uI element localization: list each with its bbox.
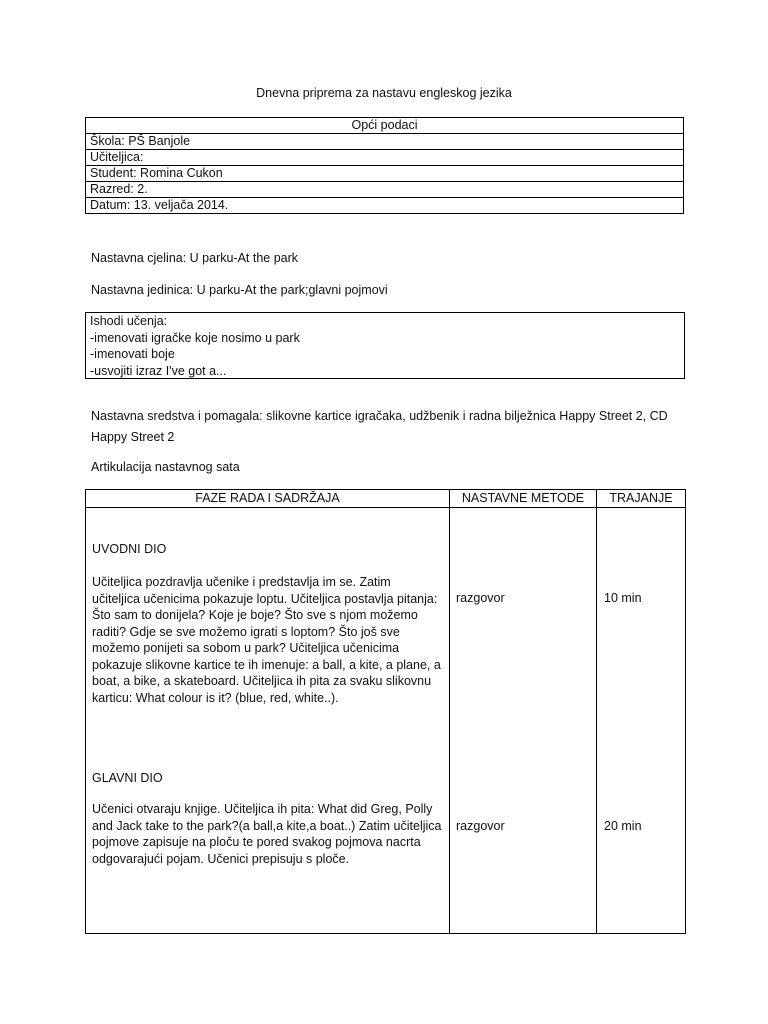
document-title: Dnevna priprema za nastavu engleskog jezika <box>256 86 512 100</box>
teaching-means: Nastavna sredstva i pomagala: slikovne kartice igračaka, udžbenik i radna bilježnica Happy Street 2, CD Happy Street 2 <box>91 409 668 444</box>
duration-cell <box>597 508 686 934</box>
intro-section-label: UVODNI DIO <box>92 542 167 556</box>
teaching-unit: Nastavna cjelina: U parku-At the park <box>91 251 299 265</box>
outcome-item: -imenovati igračke koje nosimo u park <box>90 330 300 345</box>
teacher-row: Učiteljica: <box>86 150 684 166</box>
main-duration: 20 min <box>604 819 642 833</box>
intro-method: razgovor <box>456 591 505 605</box>
learning-outcomes-box <box>85 312 685 379</box>
intro-duration: 10 min <box>604 591 642 605</box>
outcome-item: -imenovati boje <box>90 347 175 361</box>
intro-section-text: Učiteljica pozdravlja učenike i predstavlja im se. Zatim učiteljica učenicima pokazuje loptu. Učiteljica postavlja pitanja: Što sam to donijela? Koje je boje? Što sve s njom možemo raditi? Gdje se sve možemo igrati s loptom? Što još sve možemo ponijeti sa sobom u park? Učiteljica učenicima pokazuje slikovne kartice te ih imenuje: a ball, a kite, a plane, a boat, a bike, a skateboard. Učiteljica ih pita za svaku slikovnu karticu: What colour is it? (blue, red, white..). <box>92 575 441 705</box>
header-duration: TRAJANJE <box>597 490 686 508</box>
outcome-item: -usvojiti izraz I've got a... <box>90 363 227 378</box>
main-section-text: Učenici otvaraju knjige. Učiteljica ih pita: What did Greg, Polly and Jack take to the park?(a ball,a kite,a boat..) Zatim učiteljica pojmove zapisuje na ploču te pored svakog pojmova nacrta odgovarajući pojam. Učenici prepisuju s ploče. <box>92 802 442 866</box>
methods-cell <box>450 508 597 934</box>
general-info-table <box>85 117 684 214</box>
phases-cell <box>86 508 450 934</box>
student-row: Student: Romina Cukon <box>86 166 684 182</box>
general-info-header: Opći podaci <box>86 118 684 134</box>
grade-row: Razred: 2. <box>86 182 684 198</box>
articulation-heading: Artikulacija nastavnog sata <box>91 460 240 474</box>
outcomes-title: Ishodi učenja: <box>90 314 168 328</box>
school-row: Škola: PŠ Banjole <box>86 134 684 150</box>
date-row: Datum: 13. veljača 2014. <box>86 198 684 214</box>
header-phases: FAZE RADA I SADRŽAJA <box>86 490 450 508</box>
lesson-plan-table <box>85 489 686 934</box>
main-method: razgovor <box>456 819 505 833</box>
lesson-topic: Nastavna jedinica: U parku-At the park;glavni pojmovi <box>91 283 388 297</box>
header-methods: NASTAVNE METODE <box>450 490 597 508</box>
main-section-label: GLAVNI DIO <box>92 771 163 785</box>
